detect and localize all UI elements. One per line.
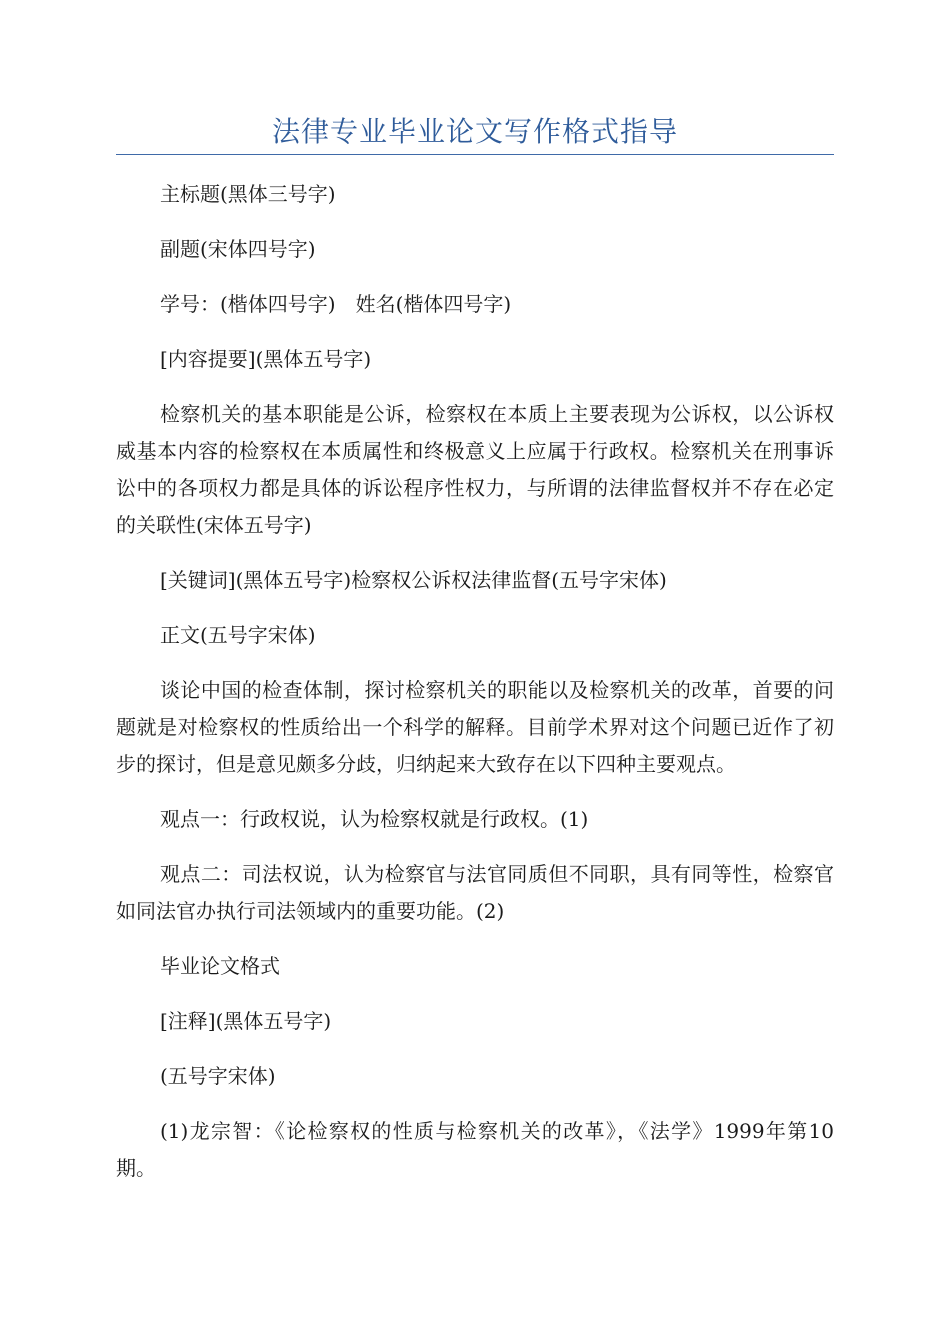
paragraph-student-id-name-format: 学号：(楷体四号字) 姓名(楷体四号字) — [160, 292, 512, 316]
paragraph-viewpoint-one: 观点一：行政权说，认为检察权就是行政权。(1) — [160, 807, 589, 831]
paragraph-body-heading: 正文(五号字宋体) — [160, 623, 316, 647]
paragraph-abstract-heading: [内容提要](黑体五号字) — [160, 347, 372, 371]
paragraph-notes-heading: [注释](黑体五号字) — [160, 1009, 332, 1033]
paragraph-abstract-text: 检察机关的基本职能是公诉，检察权在本质上主要表现为公诉权，以公诉权威基本内容的检察权在本质属性和终极意义上应属于行政权。检察机关在刑事诉讼中的各项权力都是具体的诉讼程序性权力，与所谓的法律监督权并不存在必定的关联性(宋体五号字) — [116, 402, 834, 537]
title-underline — [116, 154, 834, 155]
paragraph-subtitle-format: 副题(宋体四号字) — [160, 237, 316, 261]
document-body — [116, 172, 834, 1187]
paragraph-viewpoint-two: 观点二：司法权说，认为检察官与法官同质但不同职，具有同等性，检察官如同法官办执行司法领域内的重要功能。(2) — [116, 862, 834, 923]
paragraph-thesis-format: 毕业论文格式 — [160, 954, 280, 978]
paragraph-note-one: (1)龙宗智：《论检察权的性质与检察机关的改革》，《法学》1999年第10期。 — [116, 1119, 834, 1180]
paragraph-keywords: [关键词](黑体五号字)检察权公诉权法律监督(五号字宋体) — [160, 568, 667, 592]
paragraph-notes-font: (五号字宋体) — [160, 1064, 276, 1088]
document-title: 法律专业毕业论文写作格式指导 — [271, 115, 678, 148]
paragraph-body-intro: 谈论中国的检查体制，探讨检察机关的职能以及检察机关的改革，首要的问题就是对检察权的性质给出一个科学的解释。目前学术界对这个问题已近作了初步的探讨，但是意见颇多分歧，归纳起来大致存在以下四种主要观点。 — [116, 678, 834, 776]
paragraph-main-title-format: 主标题(黑体三号字) — [160, 182, 336, 206]
